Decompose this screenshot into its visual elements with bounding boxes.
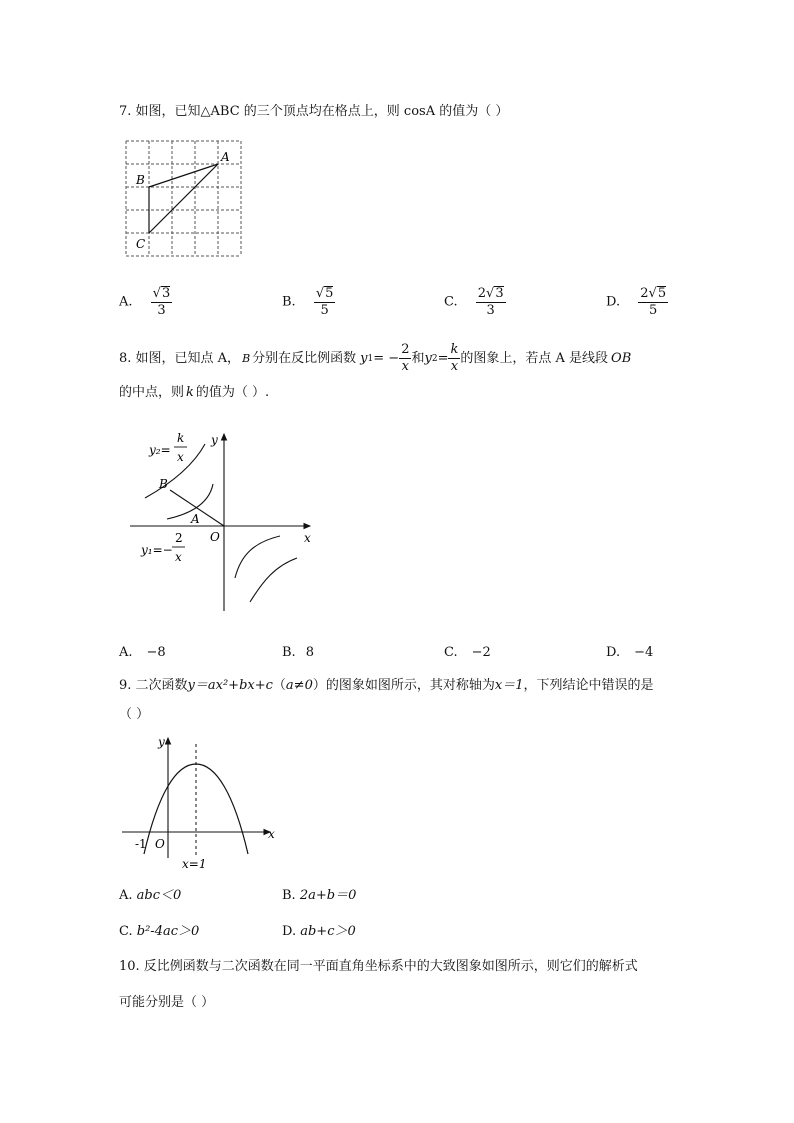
label-a: A	[221, 150, 230, 164]
label-b: B	[136, 173, 145, 187]
svg-text:B: B	[159, 477, 168, 491]
svg-text:x: x	[177, 450, 184, 464]
q10-stem-line1: 10. 反比例函数与二次函数在同一平面直角坐标系中的大致图象如图所示，则它们的解析式	[119, 959, 638, 974]
q9-stem-line1: 9. 二次函数y＝ax²+bx+c（a≠0）的图象如图所示，其对称轴为x＝1，下列结论中错误的是	[119, 678, 654, 693]
q10-stem-line2: 可能分别是（ ）	[119, 995, 215, 1010]
svg-text:O: O	[210, 530, 220, 544]
svg-text:y: y	[158, 735, 165, 749]
q7-option-c[interactable]: C. $\frac{2√3}{3}$	[444, 286, 504, 318]
q7-option-d[interactable]: D. $\frac{2√5}{5}$	[606, 286, 667, 318]
svg-text:x: x	[175, 550, 182, 564]
q9-option-c[interactable]: C. b²-4ac＞0	[119, 924, 200, 939]
q9-option-b[interactable]: B. 2a+b＝0	[282, 888, 357, 903]
triangle-abc	[149, 164, 218, 233]
q8-option-c[interactable]: C. −2	[444, 645, 491, 660]
svg-text:x: x	[304, 531, 311, 545]
svg-text:k: k	[177, 431, 185, 445]
q9-stem-line2: （ ）	[119, 707, 150, 722]
svg-text:A: A	[191, 512, 200, 526]
q8-option-d[interactable]: D. −4	[606, 645, 654, 660]
q8-stem-line1: 8. 如图，已知点 A， B 分别在反比例函数 y 1 = − $\frac{2}{x}$ 和 y 2 = $\frac{k}{x}$ 的图象上，若点 A 是线段 OB	[119, 342, 632, 374]
svg-text:2: 2	[175, 531, 183, 545]
svg-text:O: O	[155, 837, 165, 851]
q9-graph	[118, 734, 288, 874]
q8-option-b[interactable]: B. 8	[282, 645, 314, 660]
svg-text:x=1: x=1	[182, 857, 207, 871]
q7-option-a[interactable]: A. $\frac{√3}{3}$	[119, 286, 171, 318]
q7-stem: 7. 如图，已知△ABC 的三个顶点均在格点上，则 cosA 的值为（ ）	[119, 104, 509, 119]
svg-text:x: x	[268, 827, 275, 841]
svg-text:y₂=: y₂=	[149, 443, 171, 457]
q9-option-a[interactable]: A. abc＜0	[119, 888, 182, 903]
label-c: C	[136, 237, 146, 251]
svg-text:-1: -1	[135, 837, 147, 851]
q8-stem-line2: 的中点，则 k 的值为（ ）.	[119, 385, 270, 400]
q9-option-d[interactable]: D. ab+c＞0	[282, 924, 356, 939]
q7-grid-figure	[118, 136, 250, 262]
svg-text:y: y	[211, 433, 218, 447]
q8-option-a[interactable]: A. −8	[119, 645, 166, 660]
q7-option-b[interactable]: B. $\frac{√5}{5}$	[282, 286, 334, 318]
q8-graph	[125, 426, 325, 616]
svg-text:y₁=−: y₁=−	[141, 543, 173, 557]
